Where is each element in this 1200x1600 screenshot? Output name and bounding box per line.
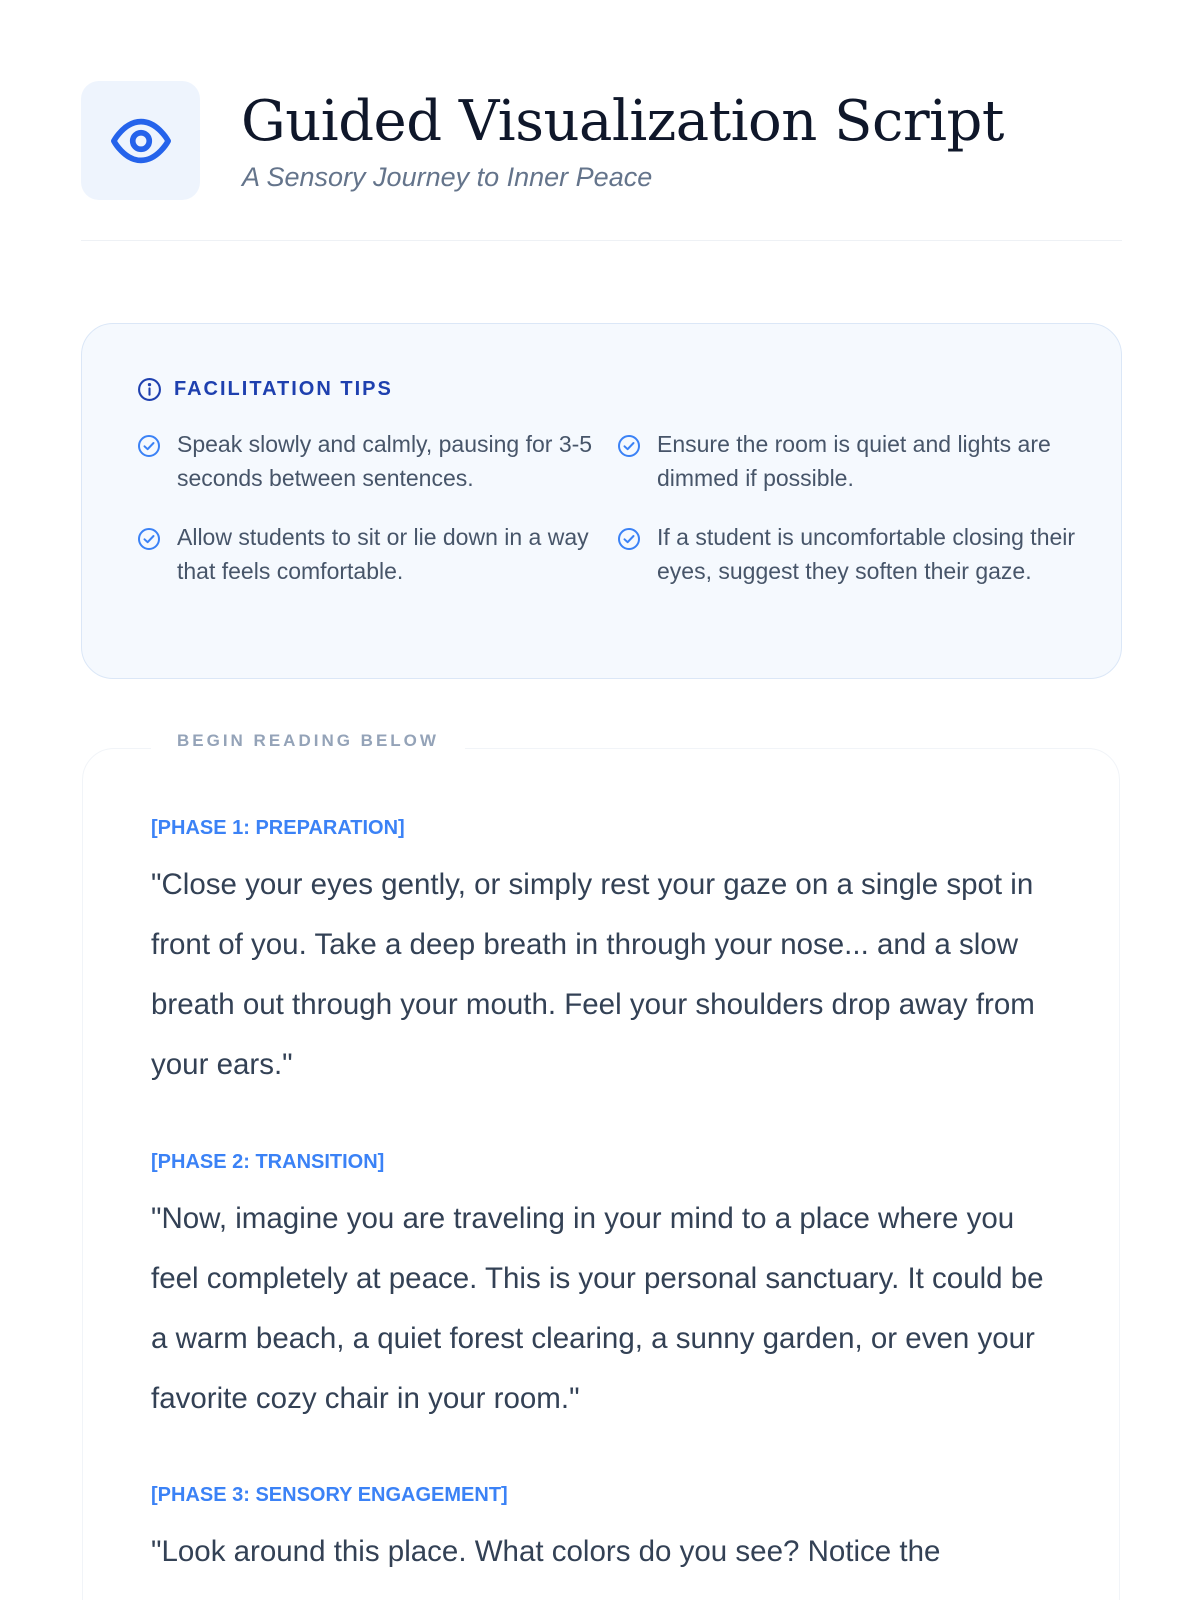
phase-label: [PHASE 3: SENSORY ENGAGEMENT]: [151, 1484, 508, 1506]
check-circle-icon: [137, 434, 161, 458]
page-subtitle: A Sensory Journey to Inner Peace: [242, 162, 653, 192]
facilitation-tips-card: [81, 323, 1122, 679]
tips-heading-label: FACILITATION TIPS: [174, 378, 393, 400]
phase-text: "Look around this place. What colors do you see? Notice the: [151, 1535, 941, 1568]
phase-label: [PHASE 2: TRANSITION]: [151, 1151, 385, 1173]
tip-text: Speak slowly and calmly, pausing for 3-5 seconds between sentences.: [177, 431, 593, 491]
eye-icon-container: [81, 81, 200, 200]
eye-icon: [110, 110, 172, 172]
phase-text: "Close your eyes gently, or simply rest your gaze on a single spot in front of you. Take a deep breath in through your nose... and a slow breath out through your mouth. Feel your shoulders drop away from your ears.": [151, 868, 1035, 1081]
phase-label: [PHASE 1: PREPARATION]: [151, 817, 405, 839]
tip-text: Allow students to sit or lie down in a way that feels comfortable.: [177, 524, 589, 584]
tips-heading: [137, 377, 393, 402]
check-circle-icon: [617, 434, 641, 458]
begin-reading-label: BEGIN READING BELOW: [151, 730, 465, 752]
tip-text: If a student is uncomfortable closing their eyes, suggest they soften their gaze.: [657, 524, 1076, 584]
page-title: Guided Visualization Script: [241, 89, 1004, 154]
check-circle-icon: [137, 527, 161, 551]
phase-text: "Now, imagine you are traveling in your mind to a place where you feel completely at peace. This is your personal sanctuary. It could be a warm beach, a quiet forest clearing, a sunny garden, or even your favorite cozy chair in your room.": [151, 1202, 1044, 1415]
info-icon: [137, 377, 162, 402]
tip-text: Ensure the room is quiet and lights are dimmed if possible.: [657, 431, 1051, 491]
page-header: [81, 81, 1122, 241]
check-circle-icon: [617, 527, 641, 551]
